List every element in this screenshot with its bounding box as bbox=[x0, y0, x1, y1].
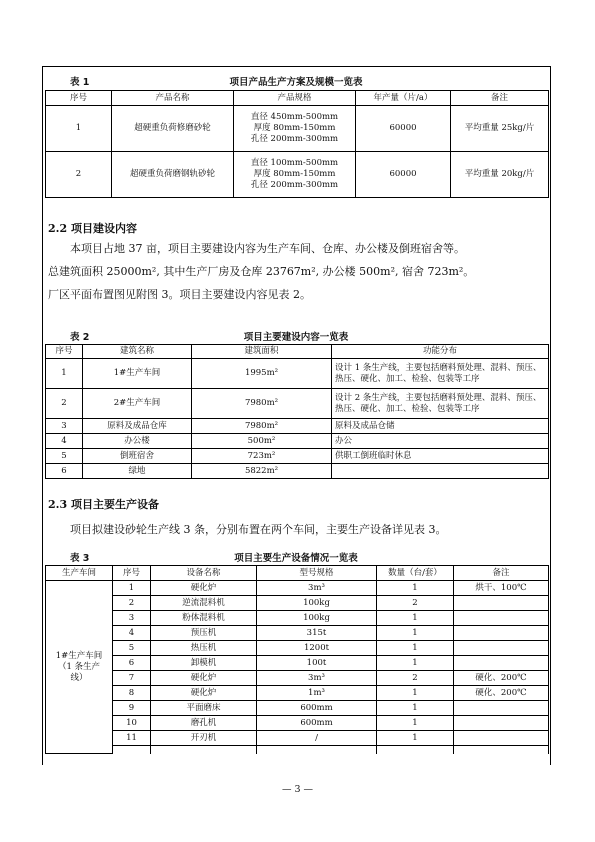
table1-header: 序号 bbox=[46, 91, 112, 106]
remark: 烘干、100℃ bbox=[454, 581, 549, 596]
table1 bbox=[45, 90, 549, 198]
remark bbox=[454, 626, 549, 641]
function-distribution bbox=[332, 464, 549, 479]
function-line: 原料及成品仓储 bbox=[335, 420, 395, 431]
workshop-line: （1 条生产 bbox=[57, 661, 101, 672]
building-name: 办公楼 bbox=[83, 434, 192, 449]
quantity: 1 bbox=[377, 641, 454, 656]
table2 bbox=[45, 344, 549, 479]
table-row bbox=[46, 626, 549, 641]
remark bbox=[454, 641, 549, 656]
table-row bbox=[46, 596, 549, 611]
equipment-name: 磨孔机 bbox=[151, 716, 257, 731]
workshop-line: 线） bbox=[70, 672, 88, 683]
row-number: 8 bbox=[113, 686, 151, 701]
table-continuation-row bbox=[46, 746, 549, 754]
row-number: 3 bbox=[113, 611, 151, 626]
quantity: 1 bbox=[377, 656, 454, 671]
function-line: 设计 1 条生产线，主要包括磨料预处理、混料、预压、 bbox=[335, 362, 542, 373]
quantity: 1 bbox=[377, 626, 454, 641]
function-distribution bbox=[332, 434, 549, 449]
row-number: 1 bbox=[46, 359, 83, 389]
equipment-name: 硬化炉 bbox=[151, 581, 257, 596]
empty-cell bbox=[113, 746, 151, 754]
building-area: 5822m² bbox=[192, 464, 332, 479]
annual-output: 60000 bbox=[356, 152, 451, 198]
function-line: 供职工倒班临时休息 bbox=[335, 450, 412, 461]
section-2-2-heading: 2.2 项目建设内容 bbox=[48, 222, 137, 235]
model-spec: 1m³ bbox=[257, 686, 377, 701]
remark: 平均重量 25kg/片 bbox=[451, 106, 549, 152]
remark bbox=[454, 701, 549, 716]
model-spec: 600mm bbox=[257, 701, 377, 716]
row-number: 5 bbox=[113, 641, 151, 656]
model-spec: 100kg bbox=[257, 611, 377, 626]
table3-header: 备注 bbox=[454, 566, 549, 581]
quantity: 1 bbox=[377, 686, 454, 701]
remark bbox=[454, 731, 549, 746]
para-line-3: 厂区平面布置图见附图 3。项目主要建设内容见表 2。 bbox=[48, 288, 311, 301]
annual-output: 60000 bbox=[356, 106, 451, 152]
function-line: 办公 bbox=[335, 435, 353, 446]
row-number: 7 bbox=[113, 671, 151, 686]
function-distribution bbox=[332, 389, 549, 419]
remark bbox=[454, 716, 549, 731]
quantity: 1 bbox=[377, 611, 454, 626]
equipment-name: 硬化炉 bbox=[151, 686, 257, 701]
table1-label: 表 1 bbox=[70, 77, 90, 88]
row-number: 5 bbox=[46, 449, 83, 464]
table-row bbox=[46, 611, 549, 626]
table2-title: 项目主要建设内容一览表 bbox=[243, 332, 349, 343]
remark bbox=[454, 656, 549, 671]
remark: 硬化、200℃ bbox=[454, 671, 549, 686]
product-name: 超硬重负荷修磨砂轮 bbox=[112, 106, 234, 152]
model-spec: / bbox=[257, 731, 377, 746]
table-row bbox=[46, 686, 549, 701]
product-name: 超硬重负荷磨钢轨砂轮 bbox=[112, 152, 234, 198]
table-row bbox=[46, 716, 549, 731]
workshop-name bbox=[46, 581, 113, 754]
product-spec bbox=[234, 106, 356, 152]
model-spec: 1200t bbox=[257, 641, 377, 656]
workshop-line: 1#生产车间 bbox=[55, 650, 103, 661]
equipment-name: 卸模机 bbox=[151, 656, 257, 671]
function-line: 热压、硬化、加工、检验、包装等工序 bbox=[335, 403, 480, 414]
function-line: 热压、硬化、加工、检验、包装等工序 bbox=[335, 373, 480, 384]
equipment-name: 粉体混料机 bbox=[151, 611, 257, 626]
table-row bbox=[46, 449, 549, 464]
empty-cell bbox=[454, 746, 549, 754]
table1-header: 备注 bbox=[451, 91, 549, 106]
table2-header: 建筑面积 bbox=[192, 345, 332, 359]
row-number: 1 bbox=[113, 581, 151, 596]
table-row bbox=[46, 581, 549, 596]
function-distribution bbox=[332, 449, 549, 464]
empty-cell bbox=[257, 746, 377, 754]
para-2-3-line: 项目拟建设砂轮生产线 3 条，分别布置在两个车间，主要生产设备详见表 3。 bbox=[70, 523, 447, 536]
spec-line: 直径 100mm-500mm bbox=[250, 158, 339, 168]
row-number: 1 bbox=[46, 106, 112, 152]
table3-title: 项目主要生产设备情况一览表 bbox=[234, 553, 358, 564]
equipment-name: 开刃机 bbox=[151, 731, 257, 746]
table3-header: 生产车间 bbox=[46, 566, 113, 581]
table-row bbox=[46, 434, 549, 449]
function-line: 设计 2 条生产线，主要包括磨料预处理、混料、预压、 bbox=[335, 392, 542, 403]
building-area: 500m² bbox=[192, 434, 332, 449]
quantity: 1 bbox=[377, 701, 454, 716]
spec-line: 厚度 80mm-150mm bbox=[253, 169, 336, 179]
row-number: 4 bbox=[46, 434, 83, 449]
table-row bbox=[46, 152, 549, 198]
table1-header: 产品规格 bbox=[234, 91, 356, 106]
row-number: 2 bbox=[46, 389, 83, 419]
table1-header: 产品名称 bbox=[112, 91, 234, 106]
spec-line: 孔径 200mm-300mm bbox=[250, 180, 339, 190]
empty-cell bbox=[151, 746, 257, 754]
function-distribution bbox=[332, 359, 549, 389]
table3 bbox=[45, 565, 549, 754]
row-number: 6 bbox=[46, 464, 83, 479]
table1-header: 年产量（片/a） bbox=[356, 91, 451, 106]
table2-header: 序号 bbox=[46, 345, 83, 359]
equipment-name: 平面磨床 bbox=[151, 701, 257, 716]
para-line-2: 总建筑面积 25000m², 其中生产厂房及仓库 23767m², 办公楼 500m², 宿舍 723m²。 bbox=[48, 265, 475, 278]
table2-label: 表 2 bbox=[70, 332, 90, 343]
table3-header: 型号规格 bbox=[257, 566, 377, 581]
model-spec: 315t bbox=[257, 626, 377, 641]
para-line-1: 本项目占地 37 亩，项目主要建设内容为生产车间、仓库、办公楼及倒班宿舍等。 bbox=[70, 242, 465, 255]
table2-header: 功能分布 bbox=[332, 345, 549, 359]
table3-header: 序号 bbox=[113, 566, 151, 581]
building-area: 723m² bbox=[192, 449, 332, 464]
remark: 硬化、200℃ bbox=[454, 686, 549, 701]
table-row bbox=[46, 701, 549, 716]
model-spec: 600mm bbox=[257, 716, 377, 731]
table-row bbox=[46, 359, 549, 389]
table-row bbox=[46, 671, 549, 686]
equipment-name: 预压机 bbox=[151, 626, 257, 641]
table3-header: 数量（台/套） bbox=[377, 566, 454, 581]
quantity: 1 bbox=[377, 731, 454, 746]
table-row bbox=[46, 641, 549, 656]
row-number: 6 bbox=[113, 656, 151, 671]
model-spec: 3m³ bbox=[257, 581, 377, 596]
equipment-name: 硬化炉 bbox=[151, 671, 257, 686]
table2-header: 建筑名称 bbox=[83, 345, 192, 359]
spec-line: 孔径 200mm-300mm bbox=[250, 134, 339, 144]
building-name: 1#生产车间 bbox=[83, 359, 192, 389]
function-distribution bbox=[332, 419, 549, 434]
quantity: 1 bbox=[377, 716, 454, 731]
top-rule bbox=[42, 66, 551, 67]
quantity: 2 bbox=[377, 671, 454, 686]
table3-label: 表 3 bbox=[70, 553, 90, 564]
building-name: 2#生产车间 bbox=[83, 389, 192, 419]
row-number: 10 bbox=[113, 716, 151, 731]
building-area: 7980m² bbox=[192, 389, 332, 419]
quantity: 1 bbox=[377, 581, 454, 596]
table-row bbox=[46, 106, 549, 152]
row-number: 3 bbox=[46, 419, 83, 434]
table-row bbox=[46, 389, 549, 419]
table3-header: 设备名称 bbox=[151, 566, 257, 581]
row-number: 4 bbox=[113, 626, 151, 641]
section-2-2-paragraph bbox=[48, 237, 546, 306]
section-2-3-paragraph bbox=[48, 518, 546, 541]
building-name: 原料及成品仓库 bbox=[83, 419, 192, 434]
table-row bbox=[46, 419, 549, 434]
model-spec: 100kg bbox=[257, 596, 377, 611]
equipment-name: 热压机 bbox=[151, 641, 257, 656]
spec-line: 直径 450mm-500mm bbox=[250, 112, 339, 122]
row-number: 9 bbox=[113, 701, 151, 716]
model-spec: 100t bbox=[257, 656, 377, 671]
page-number: — 3 — bbox=[281, 784, 314, 795]
remark bbox=[454, 611, 549, 626]
spec-line: 厚度 80mm-150mm bbox=[253, 123, 336, 133]
model-spec: 3m³ bbox=[257, 671, 377, 686]
remark: 平均重量 20kg/片 bbox=[451, 152, 549, 198]
remark bbox=[454, 596, 549, 611]
product-spec bbox=[234, 152, 356, 198]
table-row bbox=[46, 464, 549, 479]
building-name: 绿地 bbox=[83, 464, 192, 479]
section-2-3-heading: 2.3 项目主要生产设备 bbox=[48, 498, 159, 511]
building-name: 倒班宿舍 bbox=[83, 449, 192, 464]
equipment-name: 逆流混料机 bbox=[151, 596, 257, 611]
building-area: 1995m² bbox=[192, 359, 332, 389]
row-number: 2 bbox=[46, 152, 112, 198]
row-number: 11 bbox=[113, 731, 151, 746]
table-row bbox=[46, 731, 549, 746]
building-area: 7980m² bbox=[192, 419, 332, 434]
empty-cell bbox=[377, 746, 454, 754]
table-row bbox=[46, 656, 549, 671]
quantity: 2 bbox=[377, 596, 454, 611]
table1-title: 项目产品生产方案及规模一览表 bbox=[229, 77, 363, 88]
row-number: 2 bbox=[113, 596, 151, 611]
